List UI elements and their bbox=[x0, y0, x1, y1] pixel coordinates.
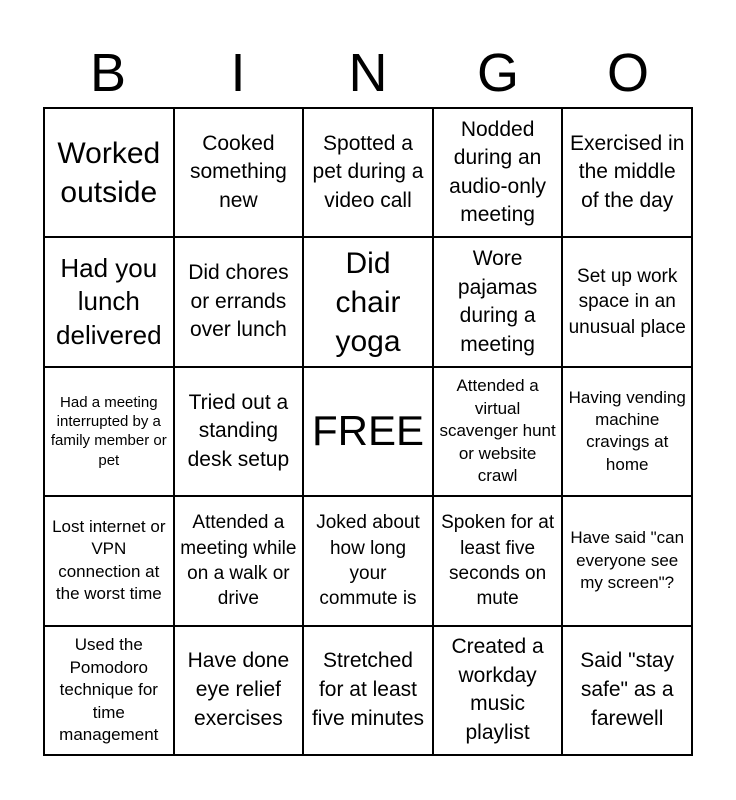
cell-text: Nodded during an audio-only meeting bbox=[449, 117, 547, 227]
cell-text: FREE bbox=[311, 407, 424, 455]
bingo-cell-r4c4[interactable] bbox=[433, 496, 563, 625]
cell-text: Attended a meeting while on a walk or drive bbox=[180, 512, 297, 610]
cell-text: Lost internet or VPN connection at the worst time bbox=[52, 517, 166, 604]
cell-text: Spotted a pet during a video call bbox=[312, 131, 424, 212]
bingo-cell-r1c1[interactable] bbox=[44, 108, 174, 237]
cell-text: Exercised in the middle of the day bbox=[570, 131, 685, 212]
cell-text: Stretched for at least five minutes bbox=[311, 649, 425, 730]
bingo-cell-r3c2[interactable] bbox=[174, 367, 304, 496]
bingo-cell-r4c3[interactable] bbox=[303, 496, 433, 625]
cell-text: Had a meeting interrupted by a family member or pet bbox=[50, 394, 167, 469]
bingo-header bbox=[43, 40, 693, 106]
bingo-cell-r1c4[interactable] bbox=[433, 108, 563, 237]
cell-text: Spoken for at least five seconds on mute bbox=[441, 512, 555, 610]
bingo-cell-r4c5[interactable] bbox=[562, 496, 692, 625]
bingo-cell-r2c5[interactable] bbox=[562, 237, 692, 366]
bingo-cell-r2c3[interactable] bbox=[303, 237, 433, 366]
cell-text: Said "stay safe" as a farewell bbox=[580, 649, 675, 730]
header-letter-n: N bbox=[348, 43, 388, 103]
bingo-card-grid bbox=[43, 107, 693, 756]
cell-text: Did chores or errands over lunch bbox=[188, 261, 289, 342]
cell-text: Tried out a standing desk setup bbox=[187, 390, 290, 471]
bingo-cell-r2c4[interactable] bbox=[433, 237, 563, 366]
bingo-cell-r4c1[interactable] bbox=[44, 496, 174, 625]
bingo-cell-r5c1[interactable] bbox=[44, 626, 174, 755]
bingo-cell-r3c1[interactable] bbox=[44, 367, 174, 496]
cell-text: Had you lunch delivered bbox=[56, 253, 162, 350]
cell-text: Having vending machine cravings at home bbox=[568, 387, 686, 474]
bingo-cell-r3c5[interactable] bbox=[562, 367, 692, 496]
bingo-cell-r1c3[interactable] bbox=[303, 108, 433, 237]
bingo-cell-r3c4[interactable] bbox=[433, 367, 563, 496]
bingo-cell-r5c3[interactable] bbox=[303, 626, 433, 755]
cell-text: Set up work space in an unusual place bbox=[568, 266, 686, 338]
cell-text: Created a workday music playlist bbox=[451, 635, 544, 744]
bingo-cell-r5c4[interactable] bbox=[433, 626, 563, 755]
bingo-cell-free-space[interactable] bbox=[303, 367, 433, 496]
bingo-cell-r2c1[interactable] bbox=[44, 237, 174, 366]
header-letter-g: G bbox=[476, 43, 519, 103]
bingo-cell-r5c2[interactable] bbox=[174, 626, 304, 755]
cell-text: Attended a virtual scavenger hunt or website crawl bbox=[439, 376, 556, 486]
bingo-cell-r5c5[interactable] bbox=[562, 626, 692, 755]
cell-text: Cooked something new bbox=[189, 131, 287, 212]
bingo-cell-r1c2[interactable] bbox=[174, 108, 304, 237]
cell-text: Joked about how long your commute is bbox=[316, 512, 420, 610]
cell-text: Have done eye relief exercises bbox=[187, 649, 290, 730]
bingo-cell-r2c2[interactable] bbox=[174, 237, 304, 366]
cell-text: Wore pajamas during a meeting bbox=[457, 247, 538, 356]
cell-text: Worked outside bbox=[57, 136, 161, 209]
header-letter-o: O bbox=[606, 43, 649, 103]
header-letter-b: B bbox=[89, 43, 127, 103]
header-letter-i: I bbox=[230, 43, 246, 103]
cell-text: Used the Pomodoro technique for time management bbox=[59, 635, 159, 744]
cell-text: Have said "can everyone see my screen"? bbox=[570, 528, 685, 593]
bingo-cell-r4c2[interactable] bbox=[174, 496, 304, 625]
cell-text: Did chair yoga bbox=[335, 246, 401, 358]
bingo-cell-r1c5[interactable] bbox=[562, 108, 692, 237]
